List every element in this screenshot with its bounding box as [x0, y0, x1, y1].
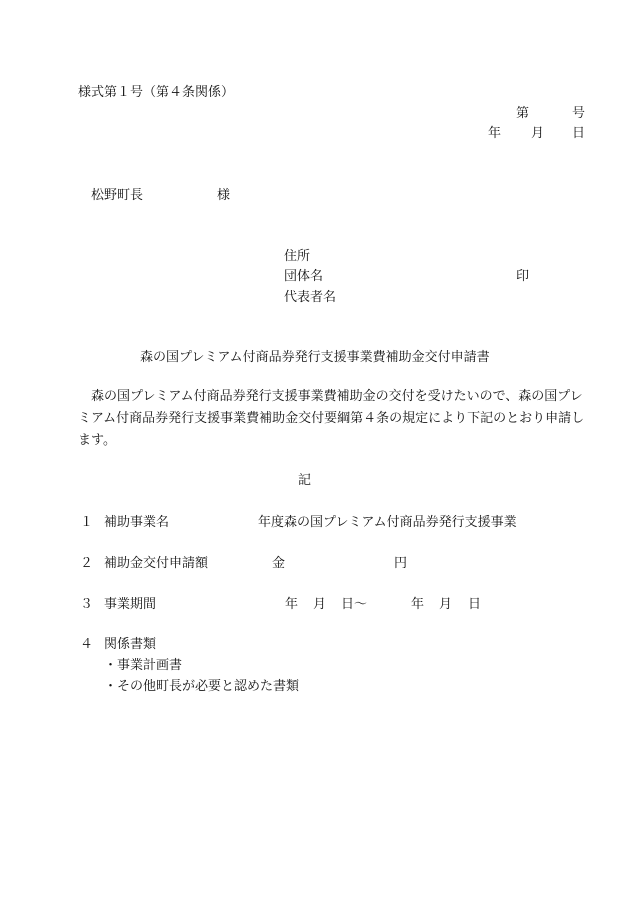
date-day: 日 [572, 126, 586, 141]
item-3-start-day: 日〜 [341, 597, 368, 612]
item-1-value: 年度森の国プレミアム付商品券発行支援事業 [258, 515, 517, 530]
item-4-doc-business-plan: ・事業計画書 [104, 658, 183, 673]
item-2-label: 補助金交付申請額 [104, 556, 209, 571]
document-title: 森の国プレミアム付商品券発行支援事業費補助金交付申請書 [140, 350, 490, 365]
item-4-doc-other: ・その他町長が必要と認めた書類 [104, 679, 300, 694]
date-month: 月 [531, 126, 545, 141]
item-4-label: 関係書類 [104, 637, 157, 652]
item-3-label: 事業期間 [104, 597, 157, 612]
item-3-end-year: 年 [411, 597, 425, 612]
item-3-start-month: 月 [313, 597, 327, 612]
doc-number-dai: 第 [516, 106, 530, 121]
item-4-number: ４ [80, 637, 94, 652]
body-text: 森の国プレミアム付商品券発行支援事業費補助金の交付を受けたいので、森の国プレミアム付商品券発行支援事業費補助金交付要綱第４条の規定により下記のとおり申請します。 [78, 389, 585, 448]
form-label: 様式第１号（第４条関係） [78, 85, 235, 100]
item-2-number: ２ [80, 556, 94, 571]
item-1-number: １ [80, 515, 94, 530]
item-3-end-day: 日 [468, 597, 482, 612]
applicant-seal: 印 [516, 269, 530, 284]
applicant-org-label: 団体名 [284, 269, 324, 284]
item-1-label: 補助事業名 [104, 515, 170, 530]
item-3-number: ３ [80, 597, 94, 612]
item-2-en: 円 [394, 556, 408, 571]
applicant-rep-label: 代表者名 [284, 290, 337, 305]
item-3-start-year: 年 [285, 597, 299, 612]
date-year: 年 [488, 126, 502, 141]
applicant-address-label: 住所 [284, 249, 311, 264]
addressee-name: 松野町長 [91, 188, 144, 203]
item-2-kin: 金 [272, 556, 286, 571]
item-3-end-month: 月 [439, 597, 453, 612]
addressee-sama: 様 [217, 188, 231, 203]
doc-number-go: 号 [572, 106, 586, 121]
ki-label: 記 [298, 473, 312, 488]
